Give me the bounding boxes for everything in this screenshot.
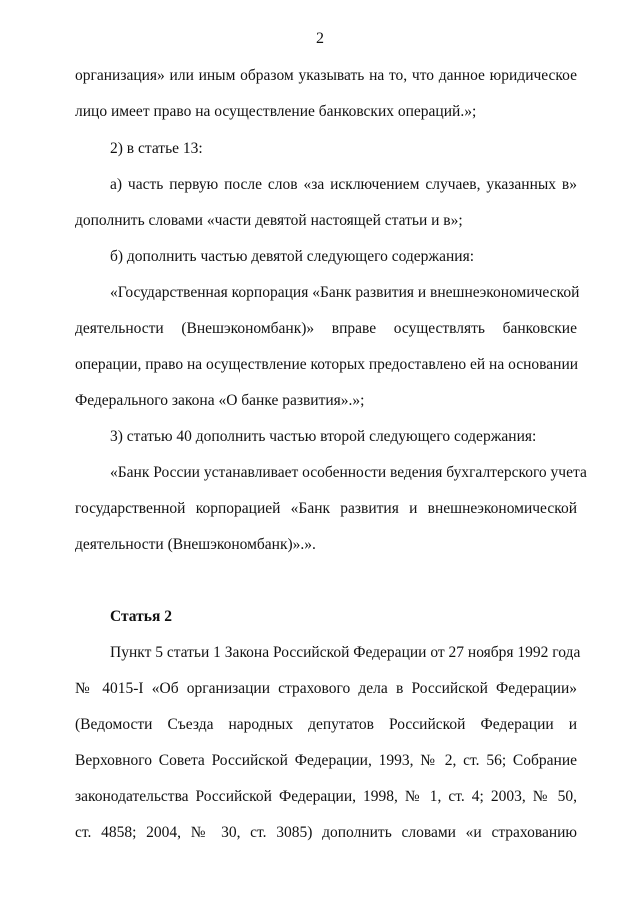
text-line: «Государственная корпорация «Банк развития и внешнеэкономической (110, 284, 580, 301)
text-line: деятельности (Внешэкономбанк)» вправе осуществлять банковские (75, 320, 577, 337)
page-number: 2 (316, 30, 324, 47)
text-line: законодательства Российской Федерации, 1998, № 1, ст. 4; 2003, № 50, (75, 788, 577, 805)
text-line: б) дополнить частью девятой следующего содержания: (110, 248, 475, 265)
text-line: (Ведомости Съезда народных депутатов Российской Федерации и (75, 716, 577, 733)
text-line: деятельности (Внешэкономбанк)».». (75, 536, 316, 553)
text-line: дополнить словами «части девятой настоящей статьи и в»; (75, 212, 463, 229)
article-heading: Статья 2 (110, 608, 172, 625)
text-line: «Банк России устанавливает особенности ведения бухгалтерского учета (110, 464, 587, 481)
text-line: лицо имеет право на осуществление банковских операций.»; (75, 103, 477, 120)
text-line: операции, право на осуществление которых предоставлено ей на основании (75, 356, 579, 373)
text-line: а) часть первую после слов «за исключением случаев, указанных в» (110, 176, 577, 193)
text-line: государственной корпорацией «Банк развития и внешнеэкономической (75, 500, 577, 517)
text-line: Верховного Совета Российской Федерации, 1993, № 2, ст. 56; Собрание (75, 752, 577, 769)
text-line: организация» или иным образом указывать на то, что данное юридическое (75, 67, 577, 84)
text-line: № 4015-I «Об организации страхового дела в Российской Федерации» (75, 680, 577, 697)
text-line: 2) в статье 13: (110, 140, 203, 157)
text-line: 3) статью 40 дополнить частью второй следующего содержания: (110, 428, 537, 445)
text-line: ст. 4858; 2004, № 30, ст. 3085) дополнить словами «и страхованию (75, 824, 577, 841)
text-line: Пункт 5 статьи 1 Закона Российской Федерации от 27 ноября 1992 года (110, 644, 581, 661)
text-line: Федерального закона «О банке развития».»; (75, 392, 365, 409)
